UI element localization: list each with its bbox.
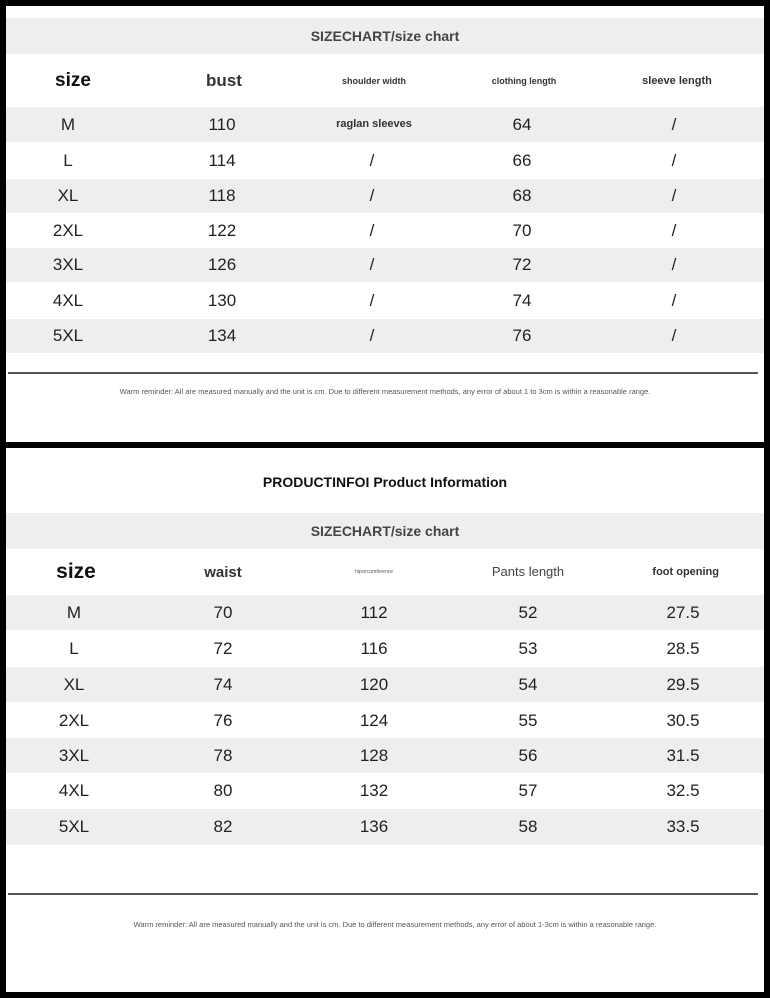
table-row [6,595,764,630]
bust-cell: 130 [207,290,237,310]
product-info-title: PRODUCTINFOI Product Information [262,474,508,490]
foot-opening-cell: 29.5 [666,674,700,694]
size-cell: 5XL [52,326,84,345]
size-cell: 4XL [52,290,84,310]
sleeve-length-cell: / [671,326,677,345]
hip-circumference-cell: 124 [359,710,389,730]
waist-cell: 82 [213,817,233,836]
divider [8,893,758,895]
size-cell: 4XL [58,781,90,800]
bottom-header-row [6,550,764,594]
pants-length-cell: 54 [518,674,538,694]
table-row [6,703,764,738]
bust-cell: 118 [208,186,236,205]
table-row [6,738,764,773]
warm-reminder-note: Warm reminder: All are measured manually and the unit is cm. Due to different measurement methods, any error of about 1 to 3cm is within a reasonable range. [119,387,651,396]
top-chart-title: SIZECHART/size chart [6,18,764,54]
pants-length-cell: 57 [518,781,538,800]
clothing-length-cell: 76 [512,326,532,345]
header-foot-opening: foot opening [652,565,719,578]
clothing-length-cell: 68 [512,186,532,205]
header-shoulder-width: shoulder width [342,75,406,86]
top-size-chart-panel [6,6,764,442]
shoulder-width-cell: / [369,150,375,170]
table-row [6,214,764,247]
pants-length-cell: 58 [518,817,538,836]
size-cell: XL [57,186,79,205]
shoulder-width-cell: / [369,186,375,205]
pants-length-cell: 52 [518,602,538,622]
foot-opening-cell: 32.5 [666,781,700,800]
bust-cell: 122 [207,220,237,240]
hip-circumference-cell: 120 [359,674,389,694]
clothing-length-cell: 66 [512,150,532,170]
bust-cell: 126 [207,255,237,274]
shoulder-width-cell: / [369,220,375,240]
table-row [6,283,764,318]
bust-cell: 134 [207,326,237,345]
waist-cell: 80 [213,781,233,800]
shoulder-width-cell: / [369,326,375,345]
waist-cell: 78 [213,745,233,765]
sleeve-length-cell: / [671,114,677,134]
table-row [6,631,764,666]
table-row [6,107,764,142]
table-row [6,809,764,845]
bottom-size-chart-panel [6,448,764,992]
table-row [6,143,764,178]
bust-cell: 110 [208,114,236,134]
pants-length-cell: 55 [518,710,538,730]
table-row [6,248,764,282]
size-cell: 2XL [52,220,84,240]
header-bust: bust [206,71,242,90]
hip-circumference-cell: 112 [360,602,388,622]
header-waist: waist [204,563,242,581]
pants-length-cell: 56 [518,745,538,765]
waist-cell: 72 [213,638,233,658]
header-sleeve-length: sleeve length [642,74,712,87]
header-pants-length: Pants length [491,564,565,579]
pants-length-cell: 53 [518,638,538,658]
size-cell: L [63,150,73,170]
sleeve-length-cell: / [671,290,677,310]
size-cell: XL [63,674,85,694]
size-cell: 3XL [52,255,84,274]
table-row [6,667,764,702]
shoulder-width-cell: / [369,290,375,310]
waist-cell: 74 [213,674,233,694]
table-row [6,773,764,809]
bottom-chart-title: SIZECHART/size chart [6,513,764,549]
table-row [6,179,764,213]
sleeve-length-cell: / [671,150,677,170]
header-clothing-length: clothing length [491,75,557,86]
table-row [6,319,764,353]
clothing-length-cell: 74 [512,290,532,310]
sleeve-length-cell: / [671,220,677,240]
shoulder-width-cell: / [369,255,375,274]
waist-cell: 70 [213,602,233,622]
foot-opening-cell: 28.5 [666,638,700,658]
shoulder-width-cell: raglan sleeves [336,118,412,130]
size-cell: 3XL [58,745,90,765]
sleeve-length-cell: / [671,186,677,205]
bust-cell: 114 [208,150,236,170]
clothing-length-cell: 72 [512,255,532,274]
foot-opening-cell: 31.5 [666,745,700,765]
hip-circumference-cell: 132 [359,781,389,800]
size-cell: M [60,114,76,134]
hip-circumference-cell: 128 [359,745,389,765]
clothing-length-cell: 70 [512,220,532,240]
clothing-length-cell: 64 [512,114,532,134]
top-header-row [6,56,764,106]
header-size: size [56,560,96,583]
sleeve-length-cell: / [671,255,677,274]
hip-circumference-cell: 136 [359,817,389,836]
foot-opening-cell: 33.5 [666,817,700,836]
header-hip-circumference: hipcircumference [354,569,394,575]
divider [8,372,758,374]
size-cell: 5XL [58,817,90,836]
foot-opening-cell: 27.5 [666,602,700,622]
size-cell: 2XL [58,710,90,730]
header-size: size [55,70,91,91]
warm-reminder-note: Warm reminder: All are measured manually and the unit is cm. Due to different measurement methods, any error of about 1-3cm is within a reasonable range. [133,920,657,929]
size-cell: M [66,602,82,622]
size-cell: L [69,638,79,658]
foot-opening-cell: 30.5 [666,710,700,730]
waist-cell: 76 [213,710,233,730]
hip-circumference-cell: 116 [360,638,388,658]
